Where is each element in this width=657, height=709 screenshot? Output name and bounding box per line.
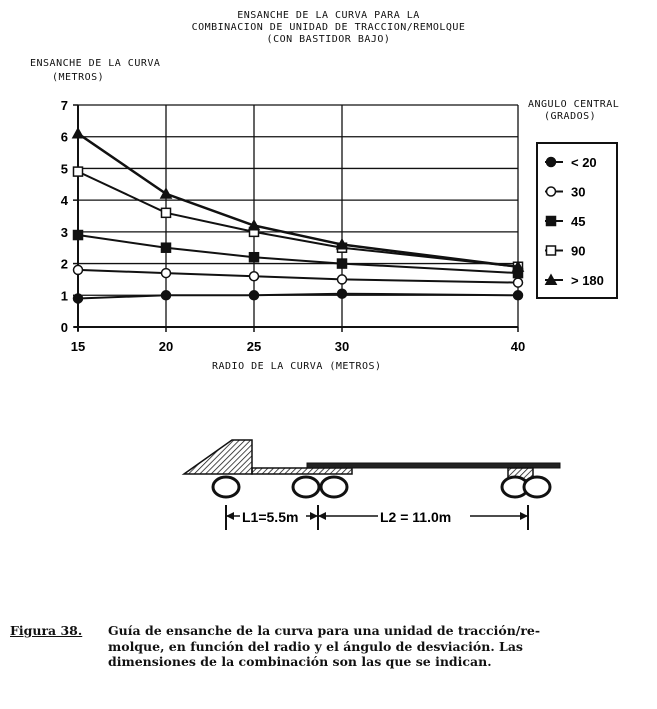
- caption-body: [108, 623, 638, 670]
- data-point: [74, 231, 83, 240]
- wheel: [524, 477, 550, 497]
- chart-title-line-1: ENSANCHE DE LA CURVA PARA LA: [237, 10, 420, 21]
- y-tick-label: 2: [60, 256, 68, 272]
- data-point: [74, 265, 83, 274]
- data-point: [162, 243, 171, 252]
- caption-line: molque, en función del radio y el ángulo de desviación. Las: [108, 638, 523, 654]
- data-point: [250, 291, 259, 300]
- x-axis-label: RADIO DE LA CURVA (METROS): [212, 361, 382, 372]
- tractor-trailer-diagram: [0, 430, 657, 550]
- data-point: [74, 294, 83, 303]
- data-point: [73, 128, 84, 138]
- legend-marker: [547, 217, 556, 226]
- wheel: [213, 477, 239, 497]
- dim-label-l2: L2 = 11.0m: [380, 509, 452, 525]
- tractor-chassis: [252, 468, 352, 474]
- legend-title-line-2: (GRADOS): [544, 111, 597, 122]
- arrow-head: [226, 512, 234, 520]
- arrow-head: [520, 512, 528, 520]
- x-tick-label: 15: [70, 339, 86, 354]
- wheel: [321, 477, 347, 497]
- data-point: [74, 167, 83, 176]
- series-line: [78, 172, 518, 267]
- y-tick-label: 0: [60, 320, 68, 335]
- legend-title-line-1: ANGULO CENTRAL: [528, 99, 620, 110]
- data-point: [514, 291, 523, 300]
- y-tick-label: 3: [60, 224, 68, 240]
- y-tick-label: 1: [60, 288, 68, 304]
- data-point: [338, 259, 347, 268]
- legend-label: < 20: [571, 155, 597, 170]
- legend-marker: [547, 158, 556, 167]
- y-tick-label: 7: [60, 98, 68, 113]
- caption-line: dimensiones de la combinación son las que se indican.: [108, 654, 492, 669]
- data-point: [162, 269, 171, 278]
- y-axis-label-line-2: (METROS): [52, 72, 105, 83]
- wheel: [293, 477, 319, 497]
- caption-heading: Figura 38.: [10, 623, 83, 638]
- x-tick-label: 30: [334, 339, 350, 354]
- data-point: [514, 278, 523, 287]
- data-point: [338, 289, 347, 298]
- legend-label: 30: [571, 184, 586, 200]
- legend-marker: [547, 187, 556, 196]
- data-point: [338, 275, 347, 284]
- y-axis-label-line-1: ENSANCHE DE LA CURVA: [30, 58, 161, 69]
- chart-title-line-3: (CON BASTIDOR BAJO): [266, 34, 391, 45]
- tractor-cab: [184, 440, 252, 474]
- arrow-head: [318, 512, 326, 520]
- data-point: [250, 253, 259, 262]
- y-tick-label: 5: [60, 161, 68, 177]
- data-point: [250, 272, 259, 281]
- arrow-head: [310, 512, 318, 520]
- legend-label: > 180: [571, 273, 604, 288]
- y-tick-label: 6: [60, 129, 68, 145]
- x-tick-label: 40: [510, 339, 526, 354]
- legend-marker: [547, 246, 556, 255]
- series-line: [78, 270, 518, 283]
- caption-line: Guía de ensanche de la curva para una unidad de tracción/re-: [108, 623, 541, 638]
- data-point: [162, 208, 171, 217]
- x-tick-label: 20: [158, 339, 174, 354]
- legend-label: 45: [571, 214, 586, 229]
- x-tick-label: 25: [246, 339, 262, 354]
- chart-title-line-2: COMBINACION DE UNIDAD DE TRACCION/REMOLQUE: [191, 22, 466, 33]
- dim-label-l1: L1=5.5m: [242, 509, 299, 525]
- legend-label: 90: [571, 243, 586, 259]
- data-point: [162, 291, 171, 300]
- y-tick-label: 4: [60, 193, 68, 209]
- series-line: [78, 294, 518, 299]
